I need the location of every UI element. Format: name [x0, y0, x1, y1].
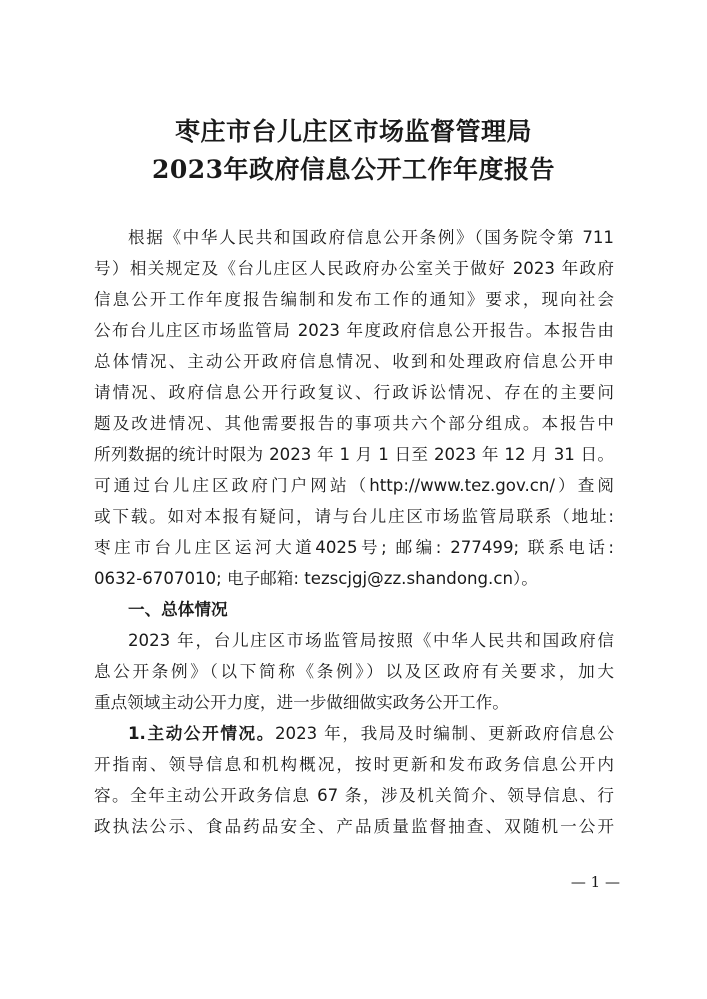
intro-paragraph-line: 0632-6707010; 电子邮箱: tezscjgj@zz.shandong.cn）。	[94, 569, 538, 588]
item1-first-line-text: 2023 年，我局及时编制、更新政府信息公	[275, 724, 614, 743]
intro-paragraph-line: 信息公开工作年度报告编制和发布工作的通知》要求，现向社会	[94, 290, 614, 309]
page-number: — 1 —	[570, 873, 620, 891]
item1-label: 1.主动公开情况。	[128, 724, 275, 743]
section1-paragraph-line: 重点领域主动公开力度，进一步做细做实政务公开工作。	[94, 693, 509, 712]
section1-paragraph-line: 2023 年，台儿庄区市场监管局按照《中华人民共和国政府信	[128, 631, 614, 650]
intro-paragraph-line: 枣庄市台儿庄区运河大道4025号; 邮编: 277499; 联系电话:	[94, 538, 614, 557]
intro-paragraph-line: 号）相关规定及《台儿庄区人民政府办公室关于做好 2023 年政府	[94, 259, 614, 278]
report-title-line1: 枣庄市台儿庄区市场监督管理局	[174, 117, 532, 146]
section-heading-text: 一、总体情况	[128, 600, 228, 619]
intro-paragraph-line: 公布台儿庄区市场监管局 2023 年度政府信息公开报告。本报告由	[94, 321, 614, 340]
intro-paragraph-line: 所列数据的统计时限为 2023 年 1 月 1 日至 2023 年 12 月 31 日。	[94, 445, 614, 464]
intro-paragraph-line: 总体情况、主动公开政府信息情况、收到和处理政府信息公开申	[94, 352, 614, 371]
report-title-line2: 2023年政府信息公开工作年度报告	[151, 155, 556, 184]
item1-paragraph-line	[128, 723, 614, 745]
item1-paragraph-line: 政执法公示、食品药品安全、产品质量监督抽查、双随机一公开	[94, 817, 614, 836]
intro-paragraph-line: 请情况、政府信息公开行政复议、行政诉讼情况、存在的主要问	[94, 383, 614, 402]
intro-paragraph-line: 或下载。如对本报有疑问，请与台儿庄区市场监管局联系（地址:	[94, 507, 614, 526]
section1-paragraph-line: 息公开条例》（以下简称《条例》）以及区政府有关要求，加大	[94, 662, 614, 681]
intro-paragraph-line: 可通过台儿庄区政府门户网站（http://www.tez.gov.cn/）查阅	[94, 476, 614, 495]
item1-paragraph-line: 开指南、领导信息和机构概况，按时更新和发布政务信息公开内	[94, 755, 614, 774]
item1-paragraph-line: 容。全年主动公开政务信息 67 条，涉及机关简介、领导信息、行	[94, 786, 614, 805]
intro-paragraph-line: 根据《中华人民共和国政府信息公开条例》（国务院令第 711	[128, 228, 614, 247]
section-heading	[128, 599, 614, 621]
intro-paragraph-line: 题及改进情况、其他需要报告的事项共六个部分组成。本报告中	[94, 414, 614, 433]
